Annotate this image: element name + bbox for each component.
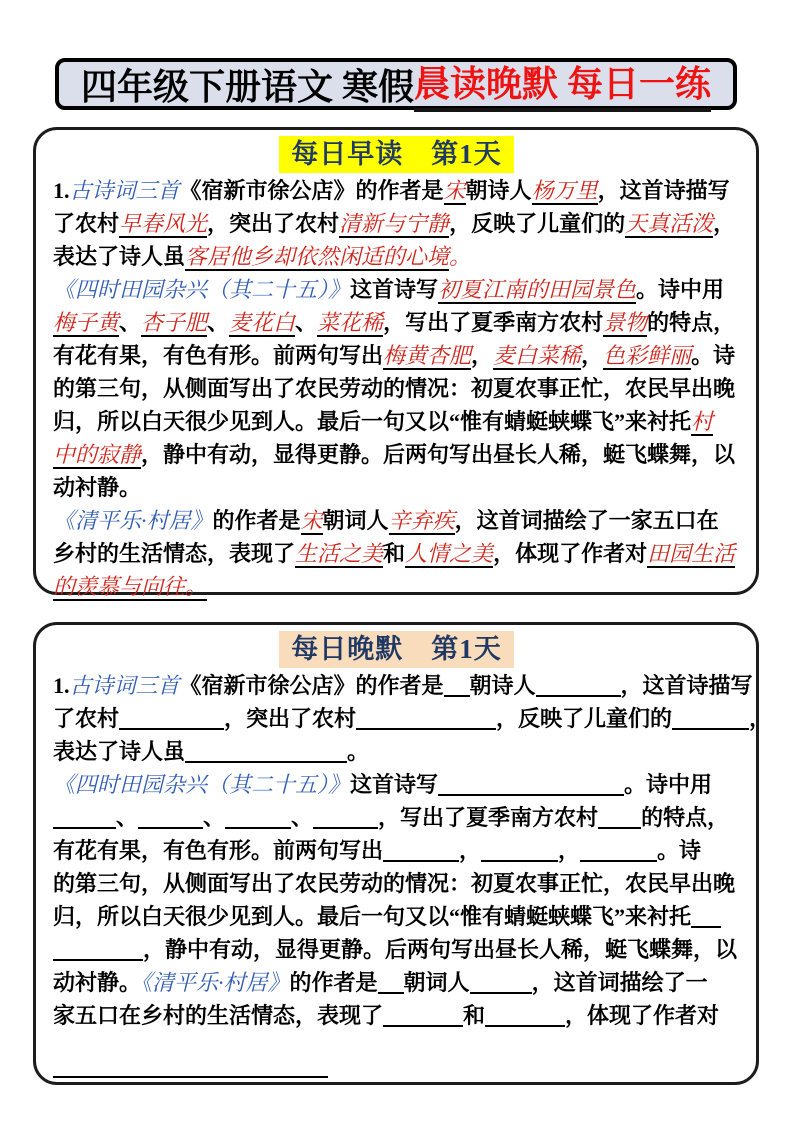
text-run: 。诗中用 xyxy=(624,772,713,797)
text-run: 菜花稀 xyxy=(317,310,384,335)
text-run: ， xyxy=(471,343,494,368)
text-run: 朝诗人 xyxy=(465,178,532,203)
text-run: 宋 xyxy=(443,178,466,203)
fill-in-blank xyxy=(119,710,224,730)
fill-in-blank xyxy=(53,1058,328,1078)
text-run: 朝词人 xyxy=(403,970,470,995)
text-line xyxy=(53,900,740,933)
text-line xyxy=(53,372,740,405)
text-line xyxy=(53,537,740,570)
text-run: 《宿新市徐公店》的作者是 xyxy=(179,673,444,698)
text-run: 《宿新市徐公店》的作者是 xyxy=(179,178,444,203)
text-run: ， xyxy=(749,706,772,731)
text-run: 这首诗写 xyxy=(350,277,439,302)
text-line xyxy=(53,438,740,471)
fill-in-blank xyxy=(580,842,657,862)
fill-in-blank xyxy=(444,677,470,697)
text-run: 杏子肥 xyxy=(141,310,208,335)
text-run: 和 xyxy=(383,541,406,566)
text-run: 归，所以白天很少见到人。最后一句又以“惟有蜻蜓蛱蝶飞”来衬托 xyxy=(53,904,692,929)
text-run: 、 xyxy=(207,310,230,335)
text-run: ，这首词描绘了一 xyxy=(531,970,708,995)
text-run: 表达了诗人虽 xyxy=(53,244,186,269)
fill-in-blank xyxy=(470,974,532,994)
text-run: 、 xyxy=(291,805,314,830)
text-run: 和 xyxy=(463,1003,486,1028)
text-run: ，体现了作者对 xyxy=(493,541,648,566)
text-line xyxy=(53,570,740,603)
fill-in-blank xyxy=(356,710,496,730)
text-run: 、 xyxy=(295,310,318,335)
text-run: 麦花白 xyxy=(229,310,296,335)
fill-in-blank xyxy=(53,941,143,961)
text-run: 。诗 xyxy=(691,343,736,368)
text-line xyxy=(53,306,740,339)
text-run: ，突出了农村 xyxy=(224,706,357,731)
fill-in-blank xyxy=(598,809,641,829)
text-run: 生活之美 xyxy=(295,541,384,566)
text-run: 《清平乐·村居》 xyxy=(141,970,290,995)
text-run: ，静中有动，显得更静。后两句写出昼长人稀，蜓飞蝶舞，以 xyxy=(143,937,738,962)
text-line xyxy=(53,966,740,999)
text-run: 《四时田园杂兴（其二十五）》 xyxy=(53,772,351,797)
fill-in-blank xyxy=(383,1007,463,1027)
fill-in-blank xyxy=(672,710,749,730)
text-run: ， xyxy=(581,343,604,368)
text-run: 、 xyxy=(203,805,226,830)
fill-in-blank xyxy=(225,809,291,829)
text-run: 表达了诗人虽 xyxy=(53,739,186,764)
fill-in-blank xyxy=(536,677,621,697)
text-run: 这首诗写 xyxy=(350,772,439,797)
morning-heading: 每日早读 第1天 xyxy=(279,136,514,173)
text-run: 、 xyxy=(119,310,142,335)
text-line xyxy=(53,504,740,537)
text-run: 梅黄杏肥 xyxy=(383,343,472,368)
morning-body xyxy=(53,174,740,603)
text-run: 。 xyxy=(449,244,472,269)
text-run: 麦白菜稀 xyxy=(493,343,582,368)
text-run: 《清平乐·村居》 xyxy=(53,508,213,533)
text-line xyxy=(53,174,740,207)
text-run: ，这首诗描写 xyxy=(597,178,730,203)
title-banner xyxy=(55,58,737,110)
fill-in-blank xyxy=(383,842,459,862)
text-run: 乡村的生活情态，表现了 xyxy=(53,541,296,566)
text-run: 1. xyxy=(53,673,70,698)
text-run: ， xyxy=(558,838,581,863)
text-run: ，反映了儿童们的 xyxy=(496,706,673,731)
text-run: ，写出了夏季南方农村 xyxy=(378,805,599,830)
morning-heading-row xyxy=(53,136,740,173)
text-run: 村 xyxy=(691,409,714,434)
text-run: 宋 xyxy=(300,508,323,533)
morning-reading-section xyxy=(33,127,759,599)
text-run: 有花有果，有色有形。前两句写出 xyxy=(53,838,384,863)
text-run: 客居他乡却依然闲适的心境 xyxy=(185,244,450,269)
text-run: 古诗词三首 xyxy=(69,673,180,698)
evening-heading-row xyxy=(53,631,740,668)
text-run: 天真活泼 xyxy=(625,211,714,236)
text-run: 田园生活 xyxy=(647,541,736,566)
text-line xyxy=(53,669,753,702)
text-run: 的第三句，从侧面写出了农民劳动的情况：初夏农事正忙，农民早出晚 xyxy=(53,376,736,401)
text-line xyxy=(53,768,740,801)
text-line xyxy=(53,834,740,867)
text-line xyxy=(53,405,740,438)
text-run: ，这首诗描写 xyxy=(620,673,753,698)
text-run: ，静中有动，显得更静。后两句写出昼长人稀，蜓飞蝶舞，以 xyxy=(141,442,736,467)
text-run: 归，所以白天很少见到人。最后一句又以“惟有蜻蜓蛱蝶飞”来衬托 xyxy=(53,409,692,434)
fill-in-blank xyxy=(485,1007,565,1027)
evening-heading: 每日晚默 第1天 xyxy=(279,631,514,668)
evening-dictation-section xyxy=(33,622,772,1085)
text-run: 早春风光 xyxy=(119,211,208,236)
text-run: ，体现了作者对 xyxy=(565,1003,720,1028)
text-run: 杨万里 xyxy=(531,178,598,203)
text-line xyxy=(53,867,740,900)
fill-in-blank xyxy=(185,743,347,763)
text-run: ， xyxy=(713,211,736,236)
text-run: ， xyxy=(459,838,482,863)
text-run: 的羡慕与向往。 xyxy=(53,574,208,599)
title-text-red: 晨读晚默 每日一练 xyxy=(414,56,711,112)
title-text-black: 四年级下册语文 寒假 xyxy=(80,66,414,107)
text-run: 朝词人 xyxy=(322,508,389,533)
text-run: 1. xyxy=(53,178,70,203)
text-run: 了农村 xyxy=(53,706,120,731)
text-run: 古诗词三首 xyxy=(69,178,180,203)
text-run: 的作者是 xyxy=(212,508,301,533)
text-run: 景物 xyxy=(603,310,648,335)
text-run: 人情之美 xyxy=(405,541,494,566)
text-run: ，写出了夏季南方农村 xyxy=(383,310,604,335)
text-run: 的第三句，从侧面写出了农民劳动的情况：初夏农事正忙，农民早出晚 xyxy=(53,871,736,896)
text-line xyxy=(53,801,740,834)
text-run: 清新与宁静 xyxy=(339,211,450,236)
text-line xyxy=(53,339,740,372)
text-run: 。诗中用 xyxy=(636,277,725,302)
text-run: 《四时田园杂兴（其二十五）》 xyxy=(53,277,351,302)
text-line xyxy=(53,240,740,273)
text-line xyxy=(53,273,740,306)
text-line xyxy=(53,933,740,966)
text-line xyxy=(53,471,740,504)
text-line xyxy=(53,1050,740,1083)
text-run: 的特点， xyxy=(641,805,730,830)
text-run: ，突出了农村 xyxy=(207,211,340,236)
text-run: 动衬静。 xyxy=(53,970,142,995)
fill-in-blank xyxy=(138,809,203,829)
text-run: 、 xyxy=(116,805,139,830)
text-run: 中的寂静 xyxy=(53,442,142,467)
fill-in-blank xyxy=(313,809,378,829)
text-run: 家五口在乡村的生活情态，表现了 xyxy=(53,1003,384,1028)
text-run: 梅子黄 xyxy=(53,310,120,335)
text-run: 的作者是 xyxy=(289,970,378,995)
text-run: ，反映了儿童们的 xyxy=(449,211,626,236)
text-run: 朝诗人 xyxy=(469,673,536,698)
fill-in-blank xyxy=(378,974,404,994)
text-run: ，这首词描绘了一家五口在 xyxy=(454,508,719,533)
text-run: 动衬静。 xyxy=(53,475,142,500)
fill-in-blank xyxy=(481,842,558,862)
evening-body xyxy=(53,669,772,1083)
text-line xyxy=(53,1032,740,1050)
fill-in-blank xyxy=(691,908,721,928)
text-run: 。诗 xyxy=(657,838,702,863)
text-run: 了农村 xyxy=(53,211,120,236)
text-run: 的特点， xyxy=(647,310,736,335)
text-run: 。 xyxy=(347,739,370,764)
fill-in-blank xyxy=(53,809,116,829)
fill-in-blank xyxy=(438,776,624,796)
text-line xyxy=(53,735,740,768)
text-run: 初夏江南的田园景色 xyxy=(438,277,637,302)
text-run: 色彩鲜丽 xyxy=(603,343,692,368)
text-run: 辛弃疾 xyxy=(388,508,455,533)
text-run: 有花有果，有色有形。前两句写出 xyxy=(53,343,384,368)
text-line xyxy=(53,207,740,240)
text-line xyxy=(53,999,740,1032)
text-line xyxy=(53,702,772,735)
